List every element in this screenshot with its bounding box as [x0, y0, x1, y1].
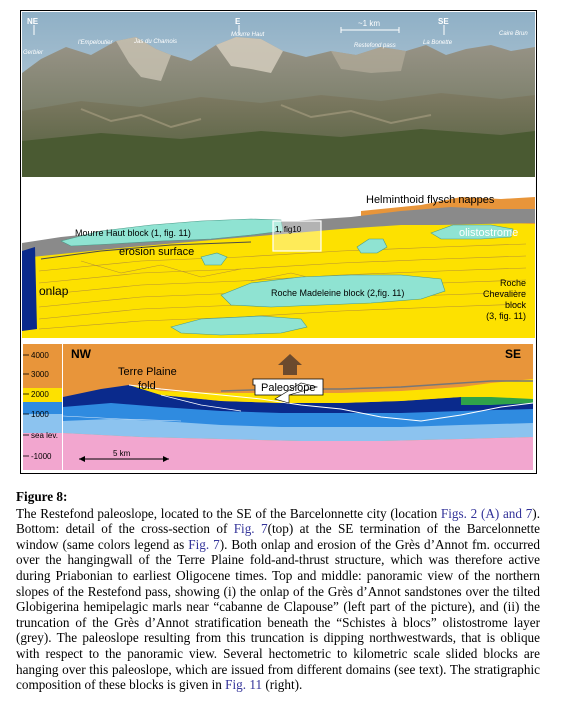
- peak-label-jas-du-chamois: Jas du Chamois: [134, 39, 178, 45]
- section-scale-label: 5 km: [113, 449, 131, 458]
- cross-section-panel: [22, 341, 535, 472]
- photo-scale-label: ~1 km: [358, 19, 381, 28]
- caption-title: Figure 8:: [16, 489, 68, 504]
- label-olistostrome: olistostrome: [459, 227, 519, 239]
- caption-link-fig-7[interactable]: Fig. 7: [188, 536, 220, 552]
- caption-link-fig-7[interactable]: Fig. 7: [233, 521, 268, 537]
- label-roche-chevaliere-line1: Roche: [499, 278, 526, 288]
- caption-text: ). Both onlap and erosion of the Grès d’Annot fm. occurred over the hangingwall of the Terre Plaine fold-and-thrust structure, which was therefore active during Priabonian to earliest Oligocene times. Top and middle: panoramic view of the northern slopes of the Restefond pass, showing (i) the onlap of the Grès d’Annot sandstones over the tilted Globigerina hemipelagic marls near “cabanne de Clapouse” (left part of the picture), and (ii) the truncation of the Grès d’Annot stratification beneath the “Schistes à blocs” olistostrome layer (grey). The paleoslope resulting from this truncation is dipping northwestwards, that is oblique with respect to the panoramic view. Several hectometric to kilometric scale slided blocks are hanging over this paleoslope, which are issued from different domains (see text). The stratigraphic composition of these blocks is given in: [16, 536, 540, 693]
- peak-label-gerbier: Gerbier: [23, 50, 44, 56]
- label-paleoslope: Paleoslope: [261, 382, 316, 394]
- caption-link-figs-2-7[interactable]: Figs. 2 (A) and 7: [440, 505, 533, 521]
- label-onlap: onlap: [39, 284, 69, 298]
- peak-label-mourre-haut: Mourre Haut: [231, 32, 265, 38]
- compass-se-label: SE: [438, 17, 449, 26]
- caption-link-fig-11[interactable]: Fig. 11: [225, 677, 263, 693]
- altitude-label: sea lev.: [31, 431, 58, 440]
- altitude-label: 3000: [31, 370, 49, 379]
- altitude-label: -1000: [31, 452, 52, 461]
- altitude-label: 2000: [31, 390, 49, 399]
- label-se: SE: [505, 347, 522, 361]
- label-roche-chevaliere-line4: (3, fig. 11): [486, 311, 526, 321]
- label-mourre-haut-block: Mourre Haut block (1, fig. 11): [75, 228, 191, 238]
- caption-text: (top) at the SE termination of the Barcelonnette window (same colors legend as: [16, 521, 540, 552]
- figure-caption: [16, 489, 540, 693]
- peak-label-caire-brun: Caire Brun: [499, 31, 528, 37]
- figure-canvas: [21, 11, 536, 473]
- label-fig10: 1, fig10: [275, 225, 302, 234]
- label-terre-plaine-line1: Terre Plaine: [118, 366, 177, 378]
- panorama-photo: [22, 12, 535, 177]
- label-nw: NW: [71, 347, 91, 361]
- label-terre-plaine-line2: fold: [138, 380, 156, 392]
- peak-label-restefond-pass: Restefond pass: [354, 43, 396, 49]
- caption-text: The Restefond paleoslope, located to the SE of the Barcelonnette city (location: [16, 505, 441, 521]
- label-helminthoid: Helminthoid flysch nappes: [366, 194, 495, 206]
- figure-8: [20, 10, 537, 474]
- altitude-label: 4000: [31, 351, 49, 360]
- label-erosion-surface: erosion surface: [119, 246, 195, 258]
- caption-text: ). Bottom: detail of the cross-section of: [16, 505, 540, 537]
- compass-e-label: E: [235, 17, 241, 26]
- label-roche-chevaliere-line3: block: [504, 300, 526, 310]
- interpretation-panel: [22, 178, 535, 338]
- label-roche-madeleine: Roche Madeleine block (2,fig. 11): [271, 288, 405, 298]
- compass-ne-label: NE: [27, 17, 39, 26]
- caption-text: (right).: [262, 677, 303, 693]
- label-roche-chevaliere-line2: Chevalière: [482, 289, 526, 299]
- peak-label-empeloutier: l'Empeloutier: [78, 40, 113, 46]
- peak-label-la-bonette: La Bonette: [423, 40, 453, 46]
- altitude-label: 1000: [31, 410, 49, 419]
